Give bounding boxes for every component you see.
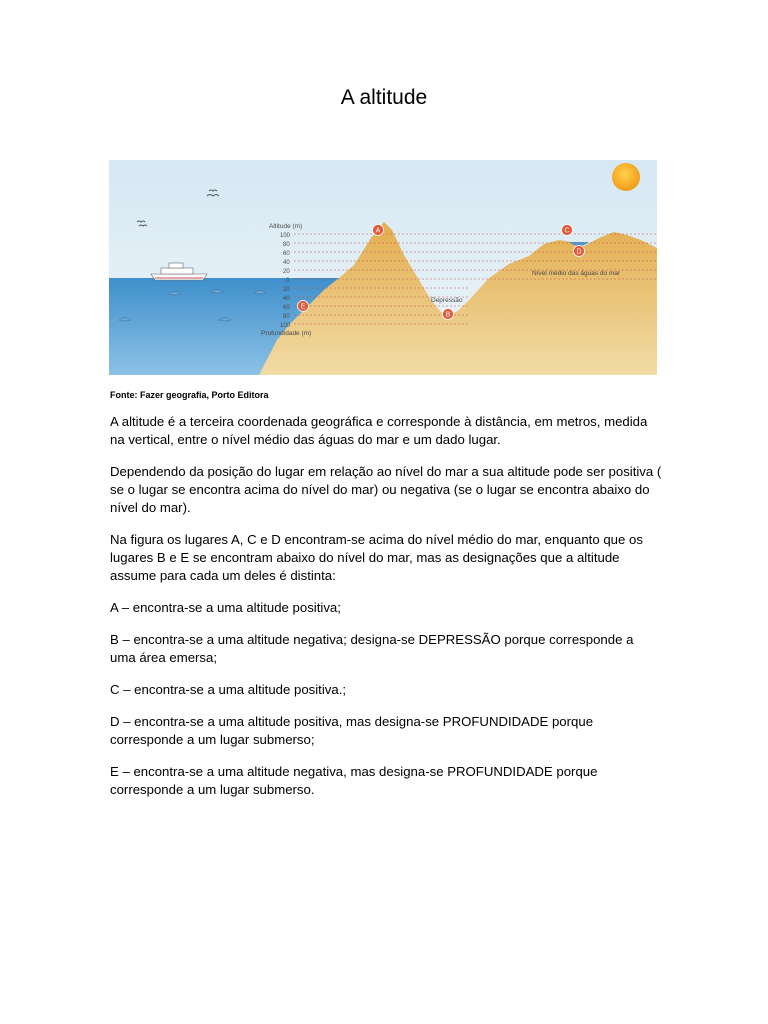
altitude-tick: 0: [286, 278, 290, 284]
sea-level-label: Nível médio das águas do mar: [532, 270, 621, 277]
paragraph: A – encontra-se a uma altitude positiva;: [110, 600, 341, 615]
sun-icon: [612, 163, 640, 191]
altitude-tick: 20: [283, 269, 290, 275]
paragraph: Dependendo da posição do lugar em relação ao nível do mar a sua altitude pode ser positiva ( se o lugar se encontra acima do nível do mar) ou negativa (se o lugar se encontra abaixo do nível do mar).: [110, 464, 662, 515]
depth-tick: 80: [283, 314, 290, 320]
depth-tick: 20: [283, 287, 290, 293]
page-title: A altitude: [340, 86, 428, 109]
depth-axis-label: Profundidade (m): [261, 330, 312, 337]
body-text: [110, 413, 662, 813]
point-marker-c: [562, 225, 573, 236]
paragraph: E – encontra-se a uma altitude negativa, mas designa-se PROFUNDIDADE porque corresponde a um lugar submerso.: [110, 764, 598, 797]
figure-source: Fonte: Fazer geografia, Porto Editora: [110, 390, 269, 400]
depression-label: Depressão: [431, 297, 463, 304]
depth-tick: 100: [280, 323, 291, 329]
svg-text:D: D: [576, 248, 582, 256]
altitude-diagram: [109, 160, 657, 375]
altitude-axis-label: Altitude (m): [269, 223, 303, 230]
altitude-tick: 60: [283, 251, 290, 257]
depth-tick: 40: [283, 296, 290, 302]
paragraph: A altitude é a terceira coordenada geográfica e corresponde à distância, em metros, medida na vertical, entre o nível médio das águas do mar e um dado lugar.: [110, 414, 648, 447]
svg-text:E: E: [300, 303, 306, 311]
paragraph: Na figura os lugares A, C e D encontram-se acima do nível médio do mar, enquanto que os lugares B e E se encontram abaixo do nível do mar, mas as designações que a altitude assume para cada um deles é distinta:: [110, 532, 643, 583]
point-marker-b: [443, 309, 454, 320]
paragraph: C – encontra-se a uma altitude positiva.;: [110, 682, 347, 697]
altitude-tick: 80: [283, 242, 290, 248]
point-marker-a: [373, 225, 384, 236]
svg-text:A: A: [375, 227, 381, 235]
altitude-tick: 40: [283, 260, 290, 266]
svg-text:C: C: [564, 227, 570, 235]
paragraph: B – encontra-se a uma altitude negativa; designa-se DEPRESSÃO porque corresponde a uma área emersa;: [110, 632, 634, 665]
svg-text:B: B: [445, 311, 451, 319]
paragraph: D – encontra-se a uma altitude positiva, mas designa-se PROFUNDIDADE porque corresponde a um lugar submerso;: [110, 714, 594, 747]
point-marker-d: [574, 246, 585, 257]
point-marker-e: [298, 301, 309, 312]
depth-tick: 60: [283, 305, 290, 311]
altitude-tick: 100: [280, 233, 291, 239]
